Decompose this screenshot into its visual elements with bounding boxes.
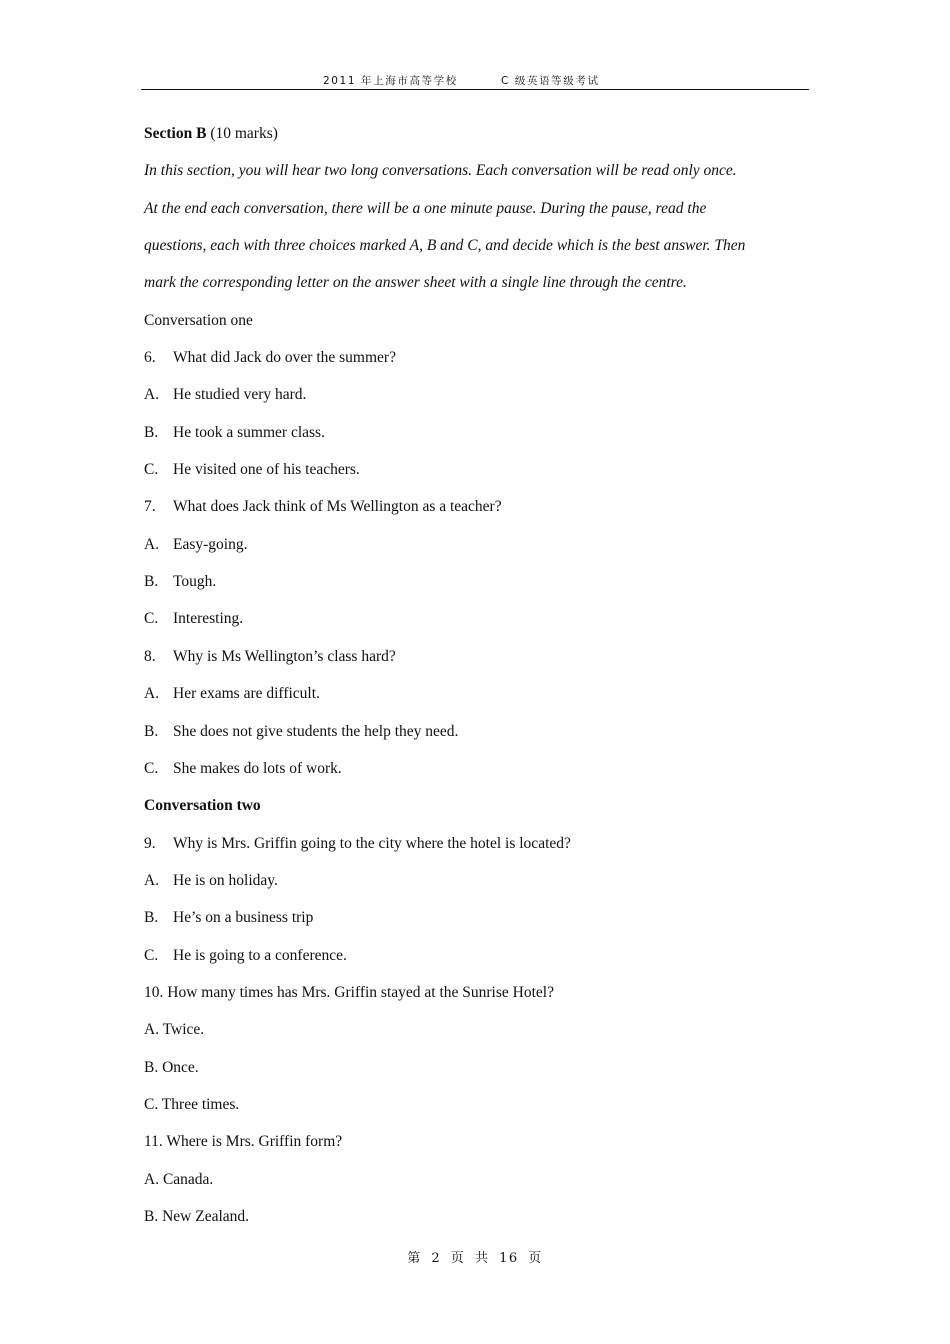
header-exam-year: 2011 年上海市高等学校 (323, 75, 458, 87)
footer-total-word: 共 (474, 1251, 490, 1266)
question-10-option-b: B. Once. (144, 1058, 199, 1076)
conversation-one-heading: Conversation one (144, 311, 253, 329)
page-footer (0, 1247, 950, 1266)
question-7-option-a (144, 533, 809, 570)
question-text: What did Jack do over the summer? (173, 349, 396, 367)
option-letter: C. (144, 759, 159, 777)
instruction-line: At the end each conversation, there will be a one minute pause. During the pause, read the (144, 199, 707, 217)
option-letter: A. (144, 871, 160, 889)
section-heading (144, 122, 809, 159)
option-letter: A. (144, 535, 160, 553)
option-text: He is going to a conference. (173, 946, 347, 964)
option-letter: A. (144, 685, 160, 703)
option-letter: B. (144, 423, 159, 441)
question-10-option-c: C. Three times. (144, 1095, 240, 1113)
option-letter: C. (144, 461, 159, 479)
question-text: Why is Mrs. Griffin going to the city where the hotel is located? (173, 834, 571, 852)
option-text: He took a summer class. (173, 423, 325, 441)
conversation-two-heading: Conversation two (144, 797, 261, 815)
question-7-option-b (144, 570, 809, 607)
option-text: She does not give students the help they need. (173, 722, 459, 740)
question-number: 8. (144, 647, 156, 665)
question-7 (144, 495, 809, 532)
question-6-option-b (144, 421, 809, 458)
option-text: He is on holiday. (173, 871, 278, 889)
option-text: Easy-going. (173, 535, 248, 553)
question-8-option-a (144, 682, 809, 719)
question-11-option-b: B. New Zealand. (144, 1207, 250, 1225)
option-text: Tough. (173, 573, 217, 591)
page-header (141, 72, 809, 90)
option-letter: A. (144, 386, 160, 404)
footer-page-number: 2 (431, 1251, 442, 1266)
footer-page-word: 页 (450, 1251, 466, 1266)
header-exam-level: C 级英语等级考试 (501, 75, 600, 87)
question-8 (144, 645, 809, 682)
question-9-option-a (144, 869, 809, 906)
instruction-line: In this section, you will hear two long conversations. Each conversation will be read only once. (144, 162, 737, 180)
question-number: 6. (144, 349, 156, 367)
option-text: She makes do lots of work. (173, 759, 342, 777)
instruction-line: mark the corresponding letter on the answer sheet with a single line through the centre. (144, 274, 687, 292)
question-11: 11. Where is Mrs. Griffin form? (144, 1133, 343, 1151)
option-letter: B. (144, 573, 159, 591)
option-letter: C. (144, 946, 159, 964)
question-7-option-c (144, 607, 809, 644)
question-9-option-c (144, 944, 809, 981)
question-8-option-c (144, 757, 809, 794)
question-6-option-a (144, 383, 809, 420)
question-text: What does Jack think of Ms Wellington as a teacher? (173, 498, 502, 516)
question-9-option-b (144, 906, 809, 943)
instruction-line: questions, each with three choices marked A, B and C, and decide which is the best answer. Then (144, 237, 746, 255)
option-text: He’s on a business trip (173, 909, 314, 927)
option-text: He studied very hard. (173, 386, 307, 404)
question-11-option-a: A. Canada. (144, 1170, 214, 1188)
question-number: 7. (144, 498, 156, 516)
option-text: Her exams are difficult. (173, 685, 320, 703)
page-content (144, 122, 809, 1242)
option-letter: C. (144, 610, 159, 628)
question-6-option-c (144, 458, 809, 495)
question-10: 10. How many times has Mrs. Griffin stayed at the Sunrise Hotel? (144, 983, 554, 1001)
question-8-option-b (144, 720, 809, 757)
option-letter: B. (144, 722, 159, 740)
option-text: Interesting. (173, 610, 244, 628)
question-number: 9. (144, 834, 156, 852)
footer-total-pages: 16 (499, 1251, 519, 1266)
option-letter: B. (144, 909, 159, 927)
question-10-option-a: A. Twice. (144, 1021, 205, 1039)
footer-prefix: 第 (407, 1251, 422, 1266)
question-6 (144, 346, 809, 383)
section-title: Section B (144, 125, 207, 142)
section-marks: (10 marks) (210, 125, 278, 142)
question-text: Why is Ms Wellington’s class hard? (173, 647, 396, 665)
option-text: He visited one of his teachers. (173, 461, 360, 479)
footer-suffix: 页 (528, 1251, 543, 1266)
question-9 (144, 832, 809, 869)
